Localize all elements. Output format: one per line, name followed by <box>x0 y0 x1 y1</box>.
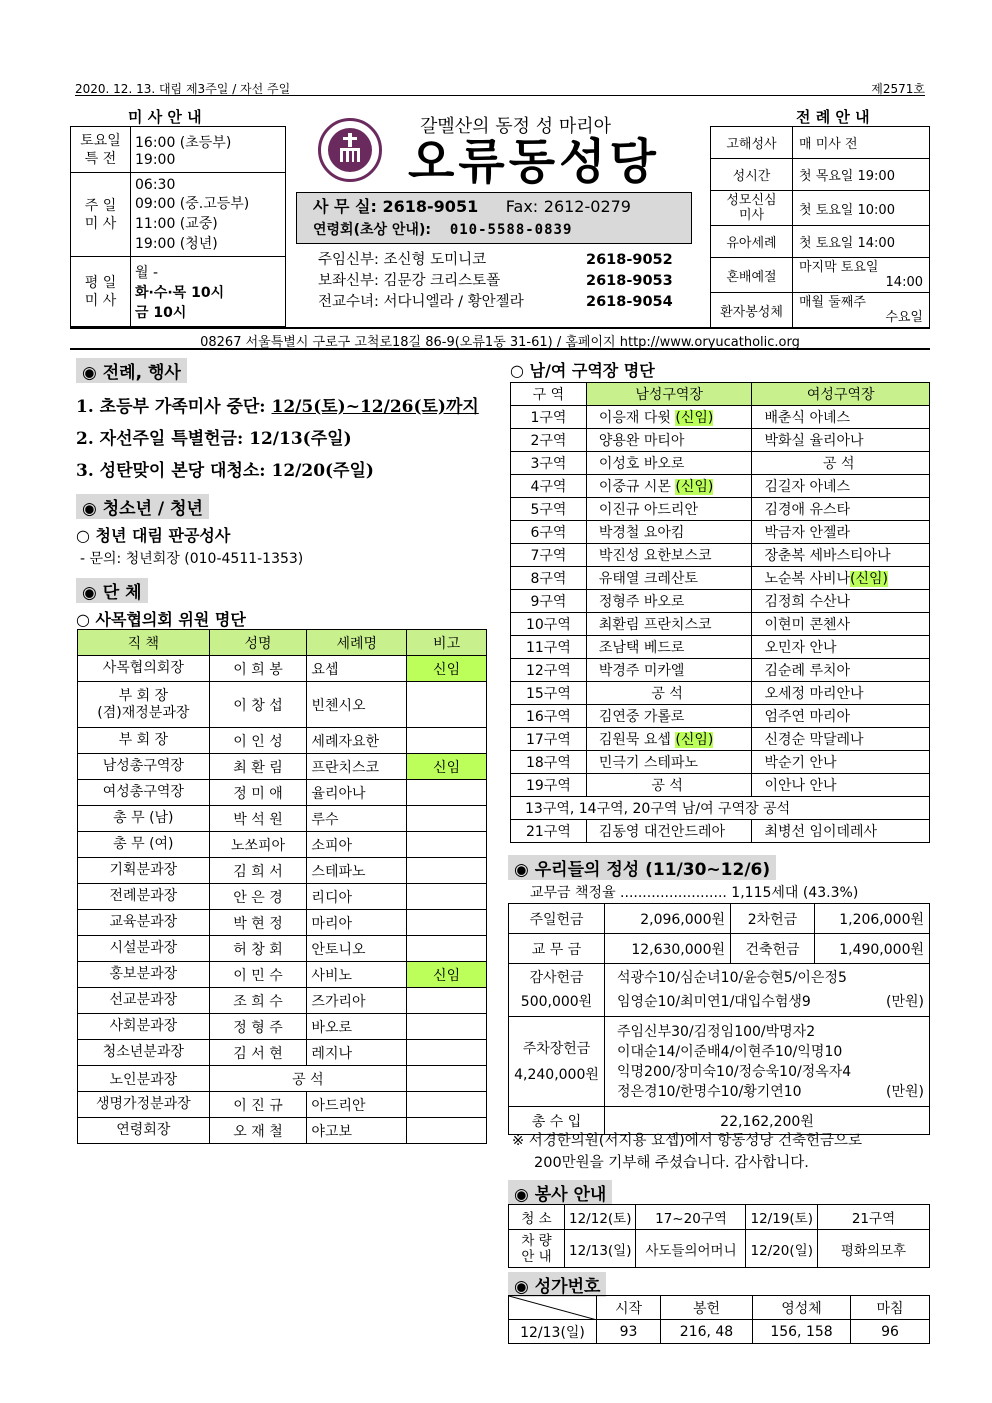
officers-table: 직 책 성명 세례명 비고 사목협의회장 이 희 봉 요셉 신임 부 회 장 (겸)재정분과장 이 창 섭 빈첸시오 부 회 장 이 인 성 세례자요한 남성총구역장 최 환 림 프란치스코 신임 여성총구역장 정 미 애 율리아나 총 무 (남) 박 석 원 루수 총 무 (여) 노쏘피아 소피아 기획분과장 김 희 서 스테파노 전례분과장 안 은 경 리디아 교육분과장 박 현 정 마리아 시설분과장 허 창 회 안토니오 홍보분과장 이 민 수 사비노 신임 선교분과장 조 희 수 즈가리아 사회분과장 정 형 주 바오로 청소년분과장 김 서 현 레지나 노인분과장 공 석 생명가정분과장 이 진 규 아드리안 연령회장 오 재 철 야고보 <box>77 629 487 1144</box>
officer-row: 노인분과장 공 석 <box>78 1066 487 1092</box>
zone-row: 4구역 이중규 시몬 (신임) 김길자 아녜스 <box>511 475 930 498</box>
groups-section: ◉ 단 체 ○ 사목협의회 위원 명단 <box>76 578 246 630</box>
zone-row: 18구역 민극기 스테파노 박순기 안나 <box>511 751 930 774</box>
church-name: 오류동성당 <box>408 134 660 190</box>
clergy-list: 주임신부: 조신형 도미니코 2618-9052 보좌신부: 김문강 크리스토폴 2618-9053 전교수녀: 서다니엘라 / 황안젤라 2618-9054 <box>318 252 673 310</box>
officer-row: 총 무 (남) 박 석 원 루수 <box>78 806 487 832</box>
zone-leaders-table: 구 역 남성구역장 여성구역장 1구역 이응재 다윗 (신임) 배춘식 아녜스 2구역 양용완 마티아 박화실 율리아나 3구역 이성호 바오로 공 석 4구역 이중규 시몬 (신임) 김길자 아녜스 5구역 이진규 아드리안 김경애 유스타 6구역 박경철 요아킴 박금자 안젤라 7구역 박진성 요한보스코 장춘복 세바스티아나 8구역 유태열 크레산토 노순복 사비나(신임) 9구역 정형주 바오로 김정희 수산나 10구역 최환림 프란치스코 이현미 콘첸사 11구역 조남택 베드로 오민자 안나 12구역 박경주 미카엘 김순례 루치아 15구역 공 석 오세정 마리안나 16구역 김연중 가롤로 엄주연 마리아 17구역 김원묵 요셉 (신임) 신경순 막달레나 18구역 민극기 스테파노 박순기 안나 19구역 공 석 이안나 안나 13구역, 14구역, 20구역 남/여 구역장 공석 21구역 김동영 대건안드레아 최병선 임이데레사 <box>510 382 930 843</box>
event-item: 2. 자선주일 특별헌금: 12/13(주일) <box>76 429 352 449</box>
zone-row: 19구역 공 석 이안나 안나 <box>511 774 930 797</box>
officer-row: 기획분과장 김 희 서 스테파노 <box>78 858 487 884</box>
officer-row: 시설분과장 허 창 회 안토니오 <box>78 936 487 962</box>
date-line: 2020. 12. 13. 대림 제3주일 / 자선 주일 <box>75 82 291 96</box>
zone-row: 10구역 최환림 프란치스코 이현미 콘첸사 <box>511 613 930 636</box>
zone-row: 2구역 양용완 마티아 박화실 율리아나 <box>511 429 930 452</box>
offering-section: ◉ 우리들의 정성 (11/30~12/6) 교무금 책정율 ........................ 1,115세대 (43.3%) <box>508 855 858 902</box>
officer-row: 여성총구역장 정 미 애 율리아나 <box>78 780 487 806</box>
zone-row: 3구역 이성호 바오로 공 석 <box>511 452 930 475</box>
zone-row: 12구역 박경주 미카엘 김순례 루치아 <box>511 659 930 682</box>
zone-row: 9구역 정형주 바오로 김정희 수산나 <box>511 590 930 613</box>
event-item: 1. 초등부 가족미사 중단: 12/5(토)~12/26(토)까지 <box>76 397 479 417</box>
officer-row: 연령회장 오 재 철 야고보 <box>78 1118 487 1144</box>
zone-row: 8구역 유태열 크레산토 노순복 사비나(신임) <box>511 567 930 590</box>
office-phone: 2618-9051 <box>382 197 479 216</box>
officer-row: 홍보분과장 이 민 수 사비노 신임 <box>78 962 487 988</box>
mass-times: 06:30 09:00 (중.고등부) 11:00 (교중) 19:00 (청년) <box>131 173 286 257</box>
hymn-table: 시작 봉헌 영성체 마침 12/13(일) 93 216, 48 156, 158 96 <box>508 1295 930 1344</box>
service-table: 청 소 12/12(토) 17~20구역 12/19(토) 21구역 차 량 안 내 12/13(일) 사도들의어머니 12/20(일) 평화의모후 <box>508 1204 930 1268</box>
church-emblem-icon <box>321 121 379 179</box>
officer-row: 청소년분과장 김 서 현 레지나 <box>78 1040 487 1066</box>
youth-section: ◉ 청소년 / 청년 ○ 청년 대림 판공성사 - 문의: 청년회장 (010-4511-1353) <box>76 494 303 568</box>
officer-row: 사회분과장 정 형 주 바오로 <box>78 1014 487 1040</box>
mass-label: 주 일 미 사 <box>71 173 131 257</box>
zones-title: ○ 남/여 구역장 명단 <box>510 361 655 380</box>
mass-times: 월 - 화·수·목 10시 금 10시 <box>131 257 286 327</box>
issue-number: 제2571호 <box>871 82 925 96</box>
zone-row: 7구역 박진성 요한보스코 장춘복 세바스티아나 <box>511 544 930 567</box>
diagonal-line-icon <box>509 1296 597 1320</box>
zone-row: 6구역 박경철 요아킴 박금자 안젤라 <box>511 521 930 544</box>
officer-row: 생명가정분과장 이 진 규 아드리안 <box>78 1092 487 1118</box>
events-section: ◉ 전례, 행사 1. 초등부 가족미사 중단: 12/5(토)~12/26(토)까지 2. 자선주일 특별헌금: 12/13(주일) 3. 성탄맞이 본당 대청소: 12/20(주일) <box>76 358 479 487</box>
mass-heading: 미 사 안 내 <box>128 108 202 126</box>
fax-number: 2612-0279 <box>543 197 631 216</box>
top-line <box>75 80 925 97</box>
event-item: 3. 성탄맞이 본당 대청소: 12/20(주일) <box>76 461 374 481</box>
service-section: ◉ 봉사 안내 <box>508 1180 612 1205</box>
officer-row: 남성총구역장 최 환 림 프란치스코 신임 <box>78 754 487 780</box>
youth-phone: 010-5588-0839 <box>449 222 573 238</box>
zone-row: 17구역 김원묵 요셉 (신임) 신경순 막달레나 <box>511 728 930 751</box>
mass-label: 토요일 특 전 <box>71 127 131 173</box>
offering-table: 주일헌금 2,096,000원 2차헌금 1,206,000원 교 무 금 12,630,000원 건축헌금 1,490,000원 감사헌금 500,000원 석광수10/심순녀10/윤승현5/이은정5 임영순10/최미연1/대입수험생9 (만원) 주차장헌금 4,240,000원 주임신부30/김정임100/박명자2 이대순14/이준배4/이현주10/익명10 익명200/장미숙10/정승욱10/정옥자4 정은경10/한명수10/황기연10 (만원) 총 수 입 22,162,200원 <box>508 903 930 1135</box>
liturgy-table: 고해성사 매 미사 전 성시간 첫 목요일 19:00 성모신심 미사 첫 토요일 10:00 유아세례 첫 토요일 14:00 혼배예절 마지막 토요일 14:00 환자봉성체 매월 둘째주 수요일 <box>710 126 930 328</box>
officer-row: 사목협의회장 이 희 봉 요셉 신임 <box>78 656 487 682</box>
office-contact-box: 사 무 실: 2618-9051 Fax: 2612-0279 연령회(초상 안내): 010-5588-0839 <box>296 192 692 244</box>
officer-row: 교육분과장 박 현 정 마리아 <box>78 910 487 936</box>
officer-row: 전례분과장 안 은 경 리디아 <box>78 884 487 910</box>
church-subtitle: 갈멜산의 동정 성 마리아 <box>420 116 612 137</box>
zone-row: 11구역 조남택 베드로 오민자 안나 <box>511 636 930 659</box>
officer-row: 부 회 장 (겸)재정분과장 이 창 섭 빈첸시오 <box>78 682 487 728</box>
officer-row: 선교분과장 조 희 수 즈가리아 <box>78 988 487 1014</box>
hymn-section: ◉ 성가번호 <box>508 1272 606 1297</box>
mass-label: 평 일 미 사 <box>71 257 131 327</box>
church-logo <box>318 118 382 182</box>
mass-times: 16:00 (초등부) 19:00 <box>131 127 286 173</box>
officer-row: 총 무 (여) 노쏘피아 소피아 <box>78 832 487 858</box>
address-line: 08267 서울특별시 구로구 고척로18길 86-9(오류1동 31-61) / 홈페이지 http://www.oryucatholic.org <box>70 327 930 350</box>
zone-row: 5구역 이진규 아드리안 김경애 유스타 <box>511 498 930 521</box>
zone-row: 15구역 공 석 오세정 마리안나 <box>511 682 930 705</box>
mass-schedule-table <box>70 126 286 327</box>
liturgy-heading: 전 례 안 내 <box>796 108 870 126</box>
offering-note: ※ 서경한의원(서지용 요셉)에서 항동성당 건축헌금으로 200만원을 기부해 주셨습니다. 감사합니다. <box>512 1133 863 1171</box>
officer-row: 부 회 장 이 인 성 세례자요한 <box>78 728 487 754</box>
hymn-corner <box>509 1296 597 1320</box>
zone-row: 16구역 김연중 가롤로 엄주연 마리아 <box>511 705 930 728</box>
zone-row: 1구역 이응재 다윗 (신임) 배춘식 아녜스 <box>511 406 930 429</box>
